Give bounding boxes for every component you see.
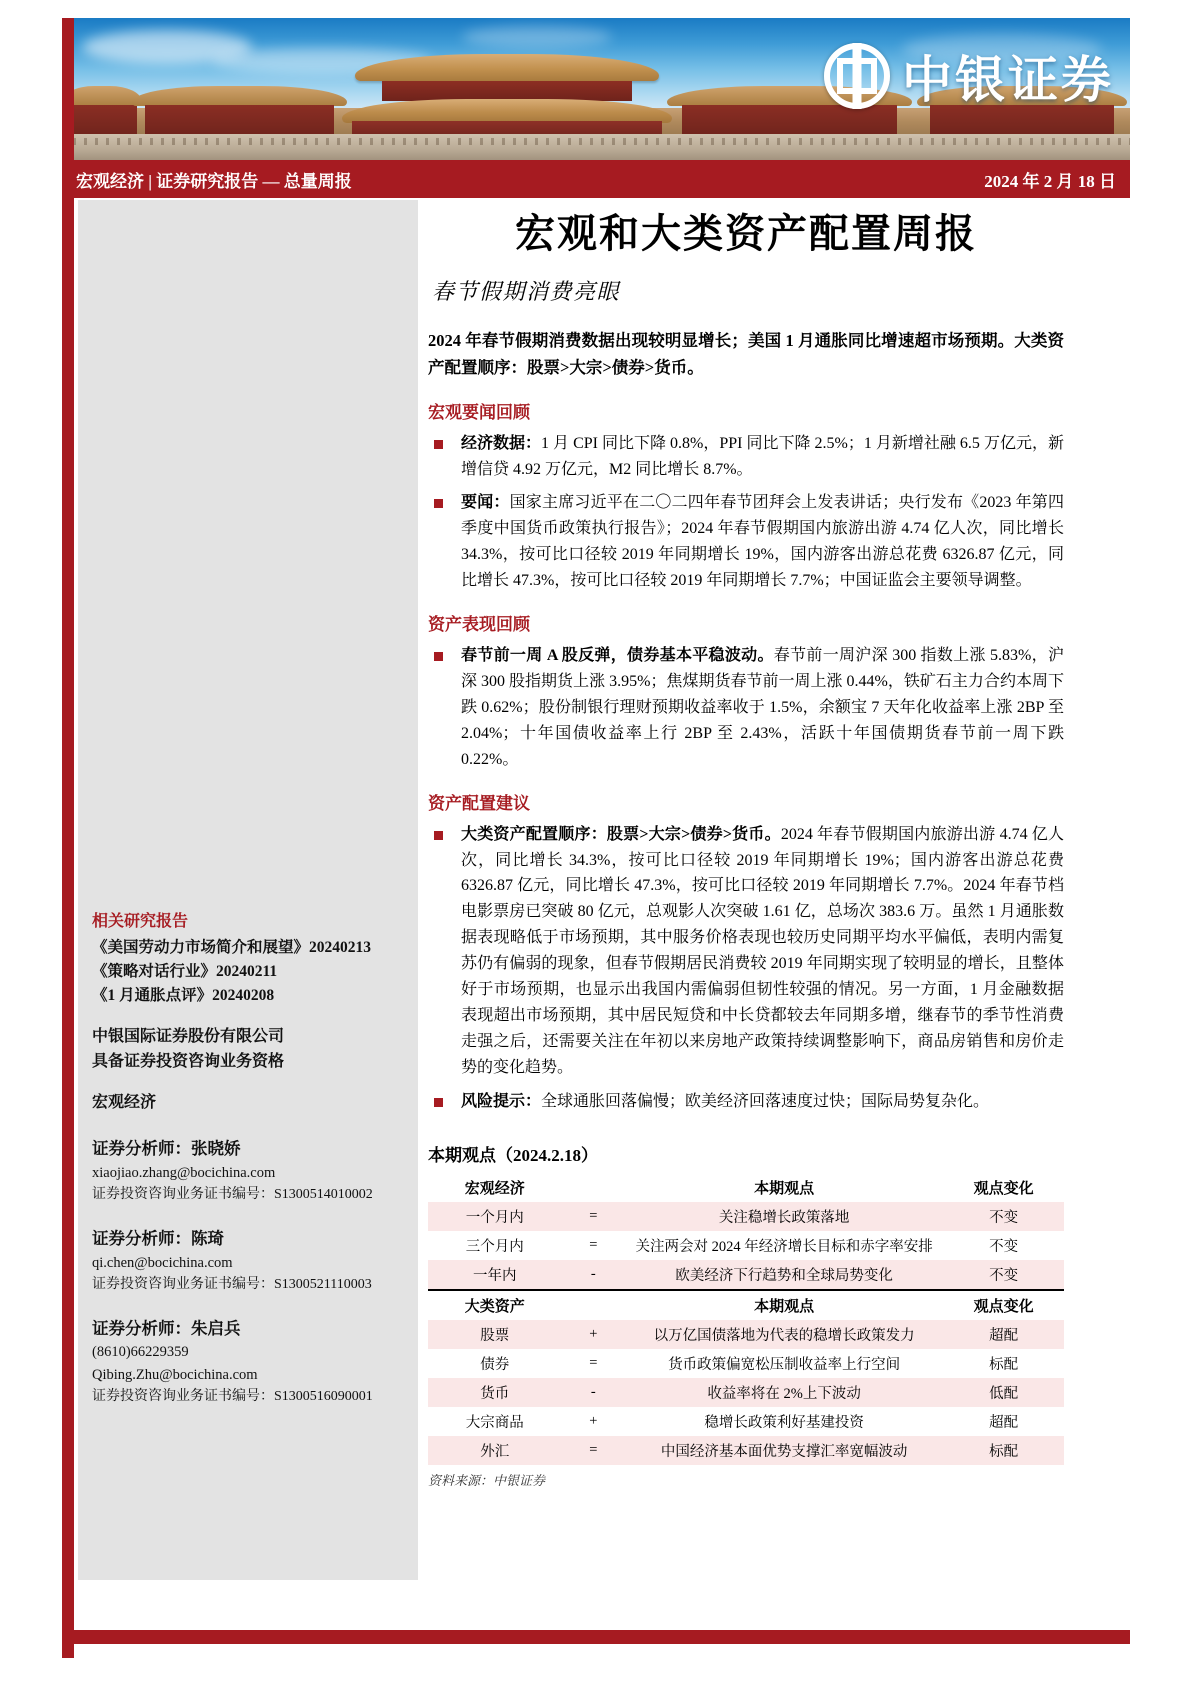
cell-view: 货币政策偏宽松压制收益率上行空间 (668, 1356, 901, 1373)
bullet-body: 全球通胀回落偏慢；欧美经济回落速度过快；国际局势复杂化。 (541, 1092, 990, 1110)
analyst-cert-1: 证券投资咨询业务证书编号：S1300514010002 (92, 1187, 373, 1203)
table-title: 本期观点（2024.2.18） (428, 1145, 598, 1165)
col-header-asset-name: 大类资产 (428, 1290, 562, 1320)
cell-change: 不变 (943, 1260, 1064, 1290)
table-row (428, 1231, 1064, 1260)
cell-sign: = (562, 1436, 626, 1465)
bottom-red-bar (62, 1630, 1130, 1644)
cell-change: 超配 (989, 1414, 1019, 1431)
list-item (428, 431, 1064, 483)
bullet-square-icon (434, 440, 443, 449)
table-source-note: 资料来源：中银证券 (428, 1472, 546, 1488)
table-row (428, 1202, 1064, 1231)
cell-sign: - (562, 1378, 626, 1407)
cell-change: 低配 (943, 1378, 1064, 1407)
cell-name: 一年内 (428, 1260, 562, 1290)
section-heading-macro-news: 宏观要闻回顾 (428, 402, 530, 422)
cell-name: 货币 (428, 1378, 562, 1407)
cell-change: 不变 (943, 1202, 1064, 1231)
bullet-text (461, 431, 1064, 483)
views-table (428, 1173, 1064, 1465)
bullet-square-icon (434, 831, 443, 840)
bullet-lead: 大类资产配置顺序：股票>大宗>债券>货币。 (461, 825, 781, 843)
cloud-shape (462, 26, 612, 48)
bullet-lead: 风险提示： (461, 1092, 542, 1110)
cell-sign: + (589, 1412, 598, 1429)
page-subtitle: 春节假期消费亮眼 (432, 279, 621, 305)
cell-sign: = (562, 1202, 626, 1231)
analyst-email-1[interactable]: xiaojiao.zhang@bocichina.com (92, 1164, 276, 1181)
company-logo (824, 40, 1114, 112)
table-row (428, 1436, 1064, 1465)
marble-terrace (62, 134, 1130, 160)
page-title: 宏观和大类资产配置周报 (515, 211, 977, 256)
cell-change: 超配 (943, 1320, 1064, 1349)
cell-view: 关注两会对 2024 年经济增长目标和赤字率安排 (635, 1238, 933, 1255)
logo-text: 中银证券 (902, 52, 1114, 108)
col-header-asset-sign (562, 1290, 626, 1320)
lede-paragraph: 2024 年春节假期消费数据出现较明显增长；美国 1 月通胀同比增速超市场预期。大类资产配置顺序：股票>大宗>债券>货币。 (428, 331, 1064, 377)
cell-view: 收益率将在 2%上下波动 (625, 1378, 943, 1407)
cell-name: 股票 (428, 1320, 562, 1349)
related-report-item[interactable]: 《美国劳动力市场简介和展望》20240213 (92, 938, 372, 956)
table-header-row-macro (428, 1173, 1064, 1202)
analyst-email-2[interactable]: qi.chen@bocichina.com (92, 1254, 233, 1271)
forbidden-city-hall (342, 54, 672, 140)
left-sidebar (78, 200, 418, 1580)
bullet-body: 1 月 CPI 同比下降 0.8%，PPI 同比下降 2.5%；1 月新增社融 6.5 万亿元，新增信贷 4.92 万亿元，M2 同比增长 8.7%。 (461, 434, 1064, 478)
cell-sign: + (562, 1320, 626, 1349)
col-header-macro-change: 观点变化 (973, 1180, 1034, 1197)
bullet-square-icon (434, 652, 443, 661)
firm-name-line: 中银国际证券股份有限公司 (92, 1027, 285, 1045)
cell-sign: - (562, 1260, 626, 1290)
cell-change: 标配 (989, 1356, 1019, 1373)
bullet-square-icon (434, 1098, 443, 1107)
cell-change: 不变 (989, 1238, 1019, 1255)
cell-sign: = (589, 1354, 598, 1371)
section-heading-allocation-advice: 资产配置建议 (428, 793, 530, 813)
analyst-phone-3[interactable]: (8610)66229359 (92, 1344, 189, 1361)
bullet-lead: 经济数据： (461, 434, 542, 452)
cell-name: 大宗商品 (465, 1414, 524, 1431)
table-row (428, 1260, 1064, 1290)
related-report-item[interactable]: 《1 月通胀点评》20240208 (92, 986, 275, 1004)
section-heading-asset-performance: 资产表现回顾 (428, 615, 530, 635)
table-row (428, 1378, 1064, 1407)
list-item (428, 490, 1064, 594)
cell-view: 欧美经济下行趋势和全球局势变化 (625, 1260, 943, 1290)
related-reports-heading: 相关研究报告 (92, 913, 189, 930)
bullet-text (461, 822, 1064, 1081)
col-header-macro-name: 宏观经济 (464, 1180, 525, 1197)
bullet-text (461, 1089, 1064, 1115)
bullet-body: 国家主席习近平在二〇二四年春节团拜会上发表讲话；央行发布《2023 年第四季度中国货币政策执行报告》；2024 年春节假期国内旅游出游 4.74 亿人次，同比增长 34.3%，按可比口径较 2019 年同期增长 19%，国内游客出游总花费 6326.87 亿元，同比增长 47.3%，按可比口径较 2019 年同期增长 7.7%；中国证监会主要领导调整。 (461, 494, 1064, 590)
firm-qualification-line: 具备证券投资咨询业务资格 (92, 1052, 285, 1070)
bullet-lead: 要闻： (461, 494, 510, 512)
bullet-lead: 春节前一周 A 股反弹，债券基本平稳波动。 (461, 647, 774, 665)
cell-view: 中国经济基本面优势支撑汇率宽幅波动 (625, 1436, 943, 1465)
cell-view: 稳增长政策利好基建投资 (704, 1414, 864, 1431)
cell-name: 一个月内 (428, 1202, 562, 1231)
analyst-name-3: 证券分析师：朱启兵 (92, 1318, 241, 1338)
analyst-email-3[interactable]: Qibing.Zhu@bocichina.com (92, 1366, 258, 1383)
sector-label: 宏观经济 (92, 1094, 157, 1112)
main-content (428, 206, 1064, 1489)
table-row (428, 1349, 1064, 1378)
analyst-name-1: 证券分析师：张晓娇 (92, 1139, 241, 1159)
list-item (428, 1089, 1064, 1115)
bullet-body: 春节前一周沪深 300 指数上涨 5.83%，沪深 300 股指期货上涨 3.95%；焦煤期货春节前一周上涨 0.44%，铁矿石主力合约本周下跌 0.62%；股份制银行理财预期收益率收于 1.5%，余额宝 7 天年化收益率上涨 2BP 至 2.04%；十年国债收益率上行 2BP 至 2.43%，活跃十年国债期货春节前一周下跌 0.22%。 (461, 647, 1064, 768)
col-header-asset-change: 观点变化 (943, 1290, 1064, 1320)
col-header-macro-sign (562, 1173, 626, 1202)
col-header-asset-view: 本期观点 (625, 1290, 943, 1320)
table-row (428, 1407, 1064, 1436)
col-header-macro-view: 本期观点 (754, 1180, 815, 1197)
cell-name: 三个月内 (465, 1238, 524, 1255)
header-bar (62, 160, 1130, 198)
views-table-block (428, 1141, 1064, 1489)
cell-change: 标配 (943, 1436, 1064, 1465)
bullet-square-icon (434, 499, 443, 508)
table-row (428, 1320, 1064, 1349)
header-banner-image (62, 18, 1130, 160)
left-red-spine (62, 18, 74, 1658)
bullet-text (461, 490, 1064, 594)
sidebar-content (92, 910, 410, 1408)
related-report-item[interactable]: 《策略对话行业》20240211 (92, 962, 278, 980)
list-item (428, 643, 1064, 773)
bullet-body: 2024 年春节假期国内旅游出游 4.74 亿人次，同比增长 34.3%，按可比口径较 2019 年同期增长 19%；国内游客出游总花费 6326.87 亿元，同比增长 47.3%，按可比口径较 2019 年同期增长 7.7%。2024 年春节档电影票房已突破 80 亿元，总观影人次突破 1.61 亿，总场次 383.6 万。虽然 1 月通胀数据表现略低于市场预期，其中服务价格表现也较历史同期平均水平偏低，表明内需复苏仍有偏弱的现象，但春节假期居民消费较 2019 年同期实现了较明显的增长，且整体好于市场预期，也显示出我国内需偏弱但韧性较强的情况。另一方面，1 月金融数据表现超出市场预期，其中居民短贷和中长贷都较去年同期多增，继春节的季节性消费走强之后，还需要关注在年初以来房地产政策持续调整影响下，商品房销售和房价走势的变化趋势。 (461, 825, 1064, 1076)
analyst-name-2: 证券分析师：陈琦 (92, 1228, 224, 1248)
cell-sign: = (589, 1236, 598, 1253)
palace-wing (132, 86, 347, 140)
cell-name: 债券 (480, 1356, 510, 1373)
header-bar-date: 2024 年 2 月 18 日 (984, 171, 1116, 191)
analyst-cert-3: 证券投资咨询业务证书编号：S1300516090001 (92, 1389, 373, 1405)
cell-view: 以万亿国债落地为代表的稳增长政策发力 (625, 1320, 943, 1349)
palace-wing (62, 86, 142, 140)
analyst-cert-2: 证券投资咨询业务证书编号：S1300521110003 (92, 1276, 372, 1292)
list-item (428, 822, 1064, 1081)
boc-emblem-icon (824, 43, 890, 109)
table-header-row-assets (428, 1290, 1064, 1320)
cell-view: 关注稳增长政策落地 (625, 1202, 943, 1231)
cell-name: 外汇 (428, 1436, 562, 1465)
header-bar-left-text: 宏观经济 | 证券研究报告 — 总量周报 (76, 171, 352, 191)
bullet-text (461, 643, 1064, 773)
